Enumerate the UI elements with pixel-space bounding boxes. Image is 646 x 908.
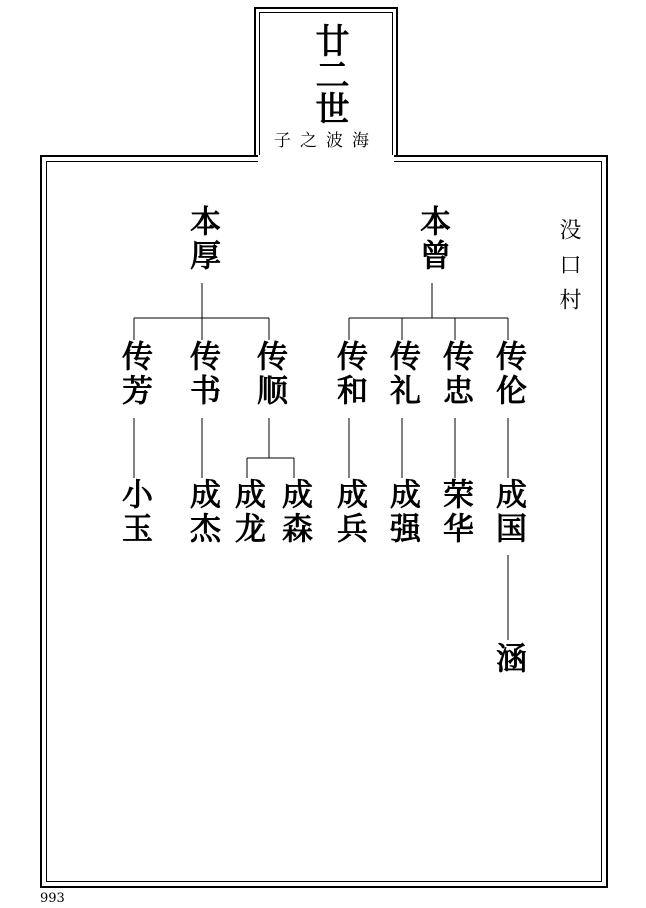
person-chengjie: 成杰 [184, 478, 220, 546]
person-chuanfang: 传芳 [116, 340, 152, 408]
person-chuanzhong: 传忠 [437, 340, 473, 408]
person-benhou: 本厚 [184, 205, 220, 273]
person-chuanhe: 传和 [331, 340, 367, 408]
page-number: 993 [40, 891, 65, 906]
person-chuanshu: 传书 [184, 340, 220, 408]
person-chenglong: 成龙 [229, 478, 265, 546]
person-benceng: 本曾 [414, 205, 450, 273]
person-chengbing: 成兵 [331, 478, 367, 546]
person-chengguo: 成国 [490, 478, 526, 546]
generation-title: 廿二世 [309, 23, 349, 125]
person-chuanli: 传礼 [384, 340, 420, 408]
generation-tab [254, 7, 398, 157]
person-ronghua: 荣华 [437, 478, 473, 546]
person-chengqiang: 成强 [384, 478, 420, 546]
person-chuanlun: 传伦 [490, 340, 526, 408]
person-han: 涵 [490, 642, 526, 676]
tab-frame-join [258, 155, 394, 163]
person-chuanshun: 传顺 [251, 340, 287, 408]
village-label: 没口村 [556, 218, 581, 323]
person-chengsen: 成森 [276, 478, 312, 546]
lineage-subtitle: 子之波海 [274, 131, 378, 151]
person-xiaoyu: 小玉 [116, 478, 152, 546]
